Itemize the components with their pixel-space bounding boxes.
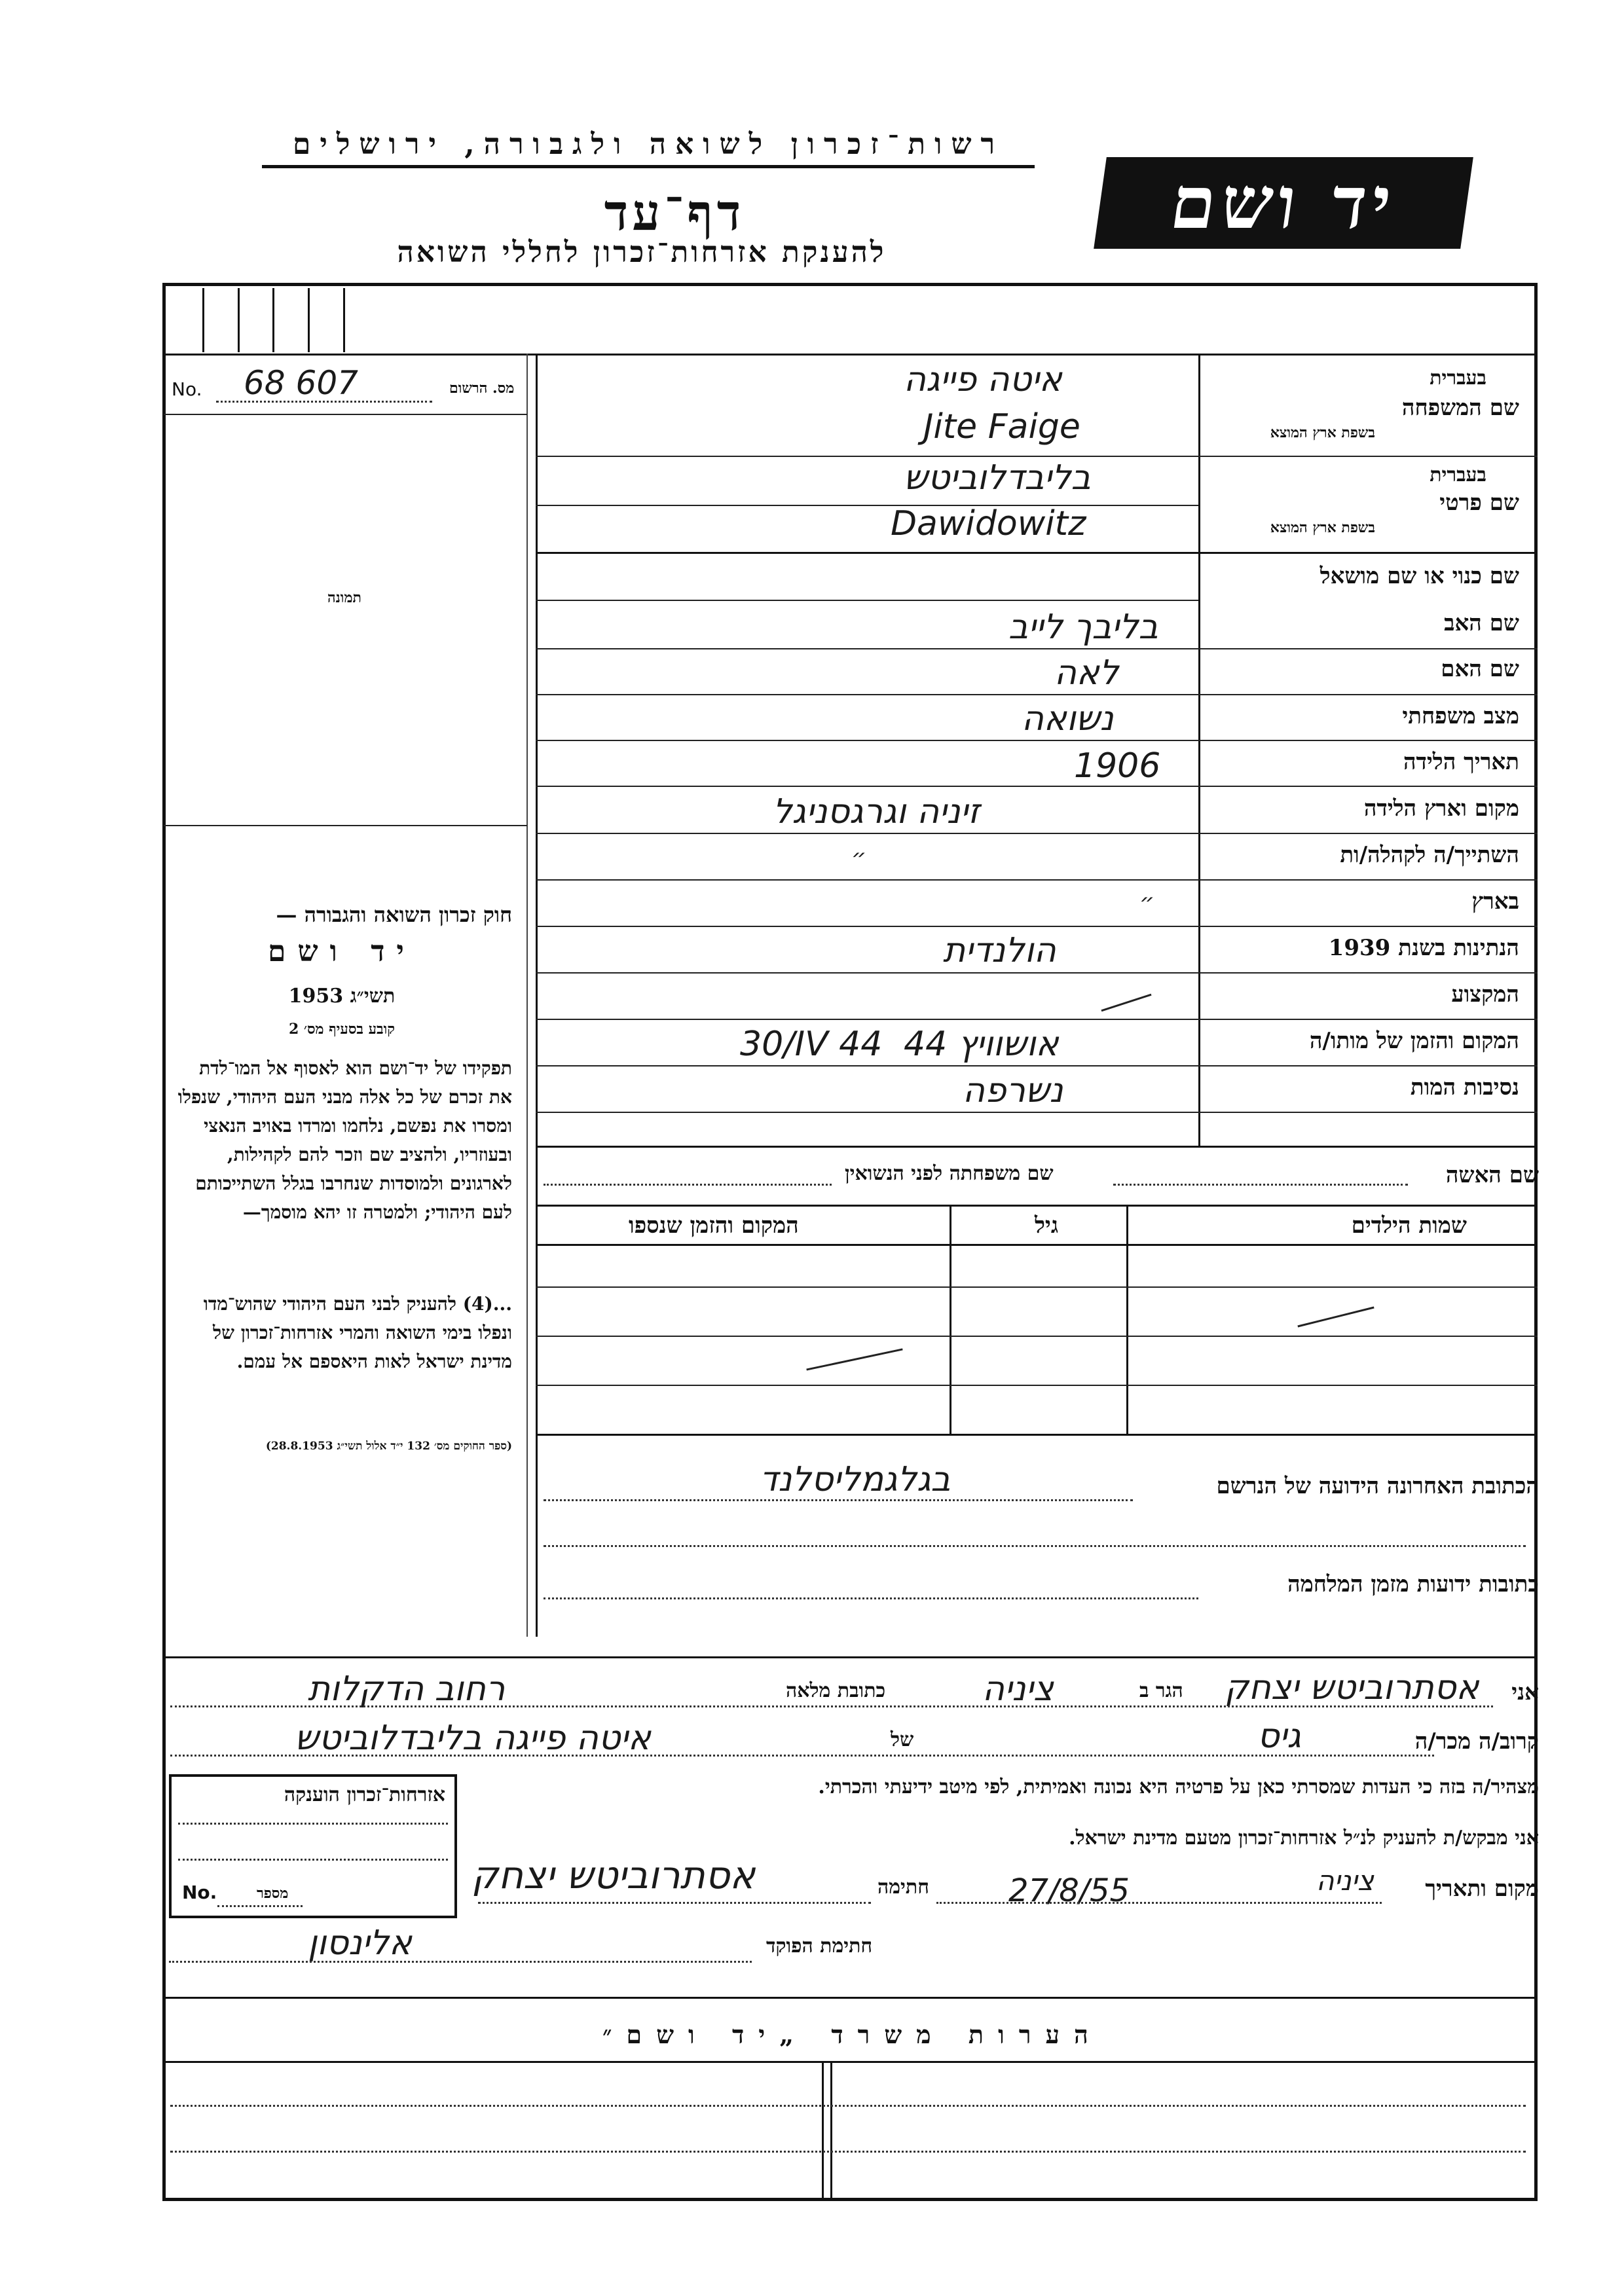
community-value: ״ [851, 845, 867, 871]
resides-value: ציניה [982, 1669, 1054, 1709]
place-value: ציניה [1316, 1865, 1374, 1897]
law-text-main: תפקידו של יד־ושם הוא לאסוף אל המו־לדת את זכרם של כל אלה מבני העם היהודי, שנפלו ומסרו את נפשם, נלחמו ומרדו באויב הנאצי ובעוזריו, ולהציב שם וזכר להם לקהילות, לארגונים ולמוסדות שנחרבו בגלל השתייכותם לעם היהודי; ולמטרה זו יהא מוסמך— [177, 1057, 512, 1223]
family-name-hebrew-value: איטה פייגה [904, 360, 1062, 399]
relative-line [170, 1755, 1434, 1757]
row-line-7 [536, 833, 1538, 834]
row-line-2b [536, 600, 1198, 601]
place-date-label: מקום ותאריך [1425, 1876, 1539, 1902]
birth-date-value: 1906 [1074, 746, 1161, 786]
death-circ-label: נסיבות המות [1410, 1074, 1519, 1101]
remarks-title: הערות משרד „יד ושם״ [602, 2020, 1103, 2049]
stamp-no-line [217, 1905, 303, 1907]
children-header-line [536, 1244, 1538, 1246]
row-line-14 [536, 1146, 1538, 1148]
law-name: יד ושם [268, 935, 416, 968]
registration-no-heb-label: מס. הרשום [449, 380, 515, 397]
death-circ-value: נשרפה [963, 1071, 1063, 1110]
address-value: רחוב הדקלות [308, 1669, 506, 1709]
father-value: בליבך לייב [1008, 608, 1158, 647]
children-col-divider-1 [1126, 1205, 1128, 1434]
stamp-line-2 [178, 1859, 448, 1861]
declarant-label: אני [1511, 1679, 1539, 1705]
first-name-hebrew-label: בעברית [1430, 464, 1486, 486]
law-text-clause: ...(4) להעניק לבני העם היהודי שהוש־מדו ונפלו בימי השואה והמרי אזרחות־זכרון של מדינת ישראל לאות היאספם אל עמם. [203, 1293, 512, 1372]
children-place-header: המקום והזמן שנספו [629, 1212, 799, 1239]
children-names-header: שמות הילדים [1351, 1212, 1467, 1239]
children-top-line [536, 1205, 1538, 1207]
row-line-8 [536, 879, 1538, 881]
relative-label: קרוב/ה מכר/ה [1414, 1728, 1539, 1755]
birth-place-label: מקום וארץ הלידה [1363, 795, 1519, 822]
declarant-line [170, 1705, 1493, 1707]
death-date-value: 30/IV 44 [740, 1025, 883, 1064]
father-label: שם האב [1444, 610, 1519, 636]
country-value: ״ [1139, 889, 1155, 916]
of-value: איטה פייגה בליבדלוביטש [295, 1719, 651, 1758]
declaration-request: אני מבקש/ת להעניק לנ״ל אזרחות־זכרון מטעם מדינת ישראל. [1069, 1827, 1539, 1850]
mother-label: שם האם [1441, 656, 1519, 682]
children-col-divider-2 [950, 1205, 951, 1434]
community-label: השתייך/ה לקהלה/ות [1340, 842, 1519, 868]
officer-value: אלינסון [308, 1923, 412, 1963]
children-row-2 [536, 1336, 1538, 1337]
row-line-12 [536, 1065, 1538, 1066]
remarks-header-line [162, 2061, 1538, 2063]
wife-label: שם האשה [1445, 1162, 1539, 1188]
family-name-label: שם המשפחה [1401, 395, 1519, 421]
row-line-4 [536, 694, 1538, 695]
law-year: תשי״ג 1953 [288, 985, 396, 1008]
children-row-1 [536, 1286, 1538, 1288]
relative-value: גיס [1257, 1717, 1301, 1756]
declaration-top-line [162, 1656, 1538, 1658]
family-name-origin-label: בשפת ארץ המוצא [1270, 424, 1375, 441]
row-line-6 [536, 786, 1538, 787]
last-address-value: בגלגמליסלנד [760, 1460, 951, 1499]
children-row-3 [536, 1385, 1538, 1386]
remarks-top-line [162, 1997, 1538, 1999]
last-address-line-2 [544, 1545, 1526, 1547]
registration-no-line [216, 401, 432, 403]
first-name-hebrew-value: בליבדלוביטש [904, 458, 1091, 498]
form-title: דף־עד [604, 183, 745, 242]
label-column-divider [1198, 354, 1200, 1146]
row-line-2 [536, 552, 1538, 554]
children-age-header: גיל [1035, 1212, 1059, 1239]
family-name-hebrew-label: בעברית [1430, 367, 1486, 390]
remarks-line-2 [170, 2151, 1526, 2153]
wife-maiden-line [544, 1184, 832, 1186]
wife-line [1113, 1184, 1408, 1186]
first-name-label: שם פרטי [1439, 490, 1519, 516]
last-address-line [544, 1499, 1133, 1501]
death-place-label: המקום והזמן של מותו/ה [1309, 1028, 1519, 1054]
stamp-no-label: No. [182, 1882, 217, 1903]
marital-label: מצב משפחתי [1402, 703, 1519, 729]
remarks-col-divider-a [822, 2062, 824, 2200]
war-address-line [544, 1597, 1198, 1599]
signature-line [478, 1902, 871, 1904]
registration-divider [164, 414, 527, 415]
family-name-latin-value: Jite Faige [923, 407, 1080, 446]
birth-date-label: תאריך הלידה [1403, 749, 1519, 775]
country-label: בארץ [1471, 888, 1519, 915]
row-line-3 [536, 648, 1538, 649]
photo-label: תמונה [327, 589, 361, 606]
row-line-9 [536, 926, 1538, 927]
profession-label: המקצוע [1451, 981, 1519, 1008]
marital-value: נשואה [1022, 699, 1114, 738]
header-organization: רשות־זכרון לשואה ולגבורה, ירושלים [262, 128, 1035, 168]
row-line-10 [536, 972, 1538, 974]
officer-line [169, 1961, 752, 1963]
of-label: של [891, 1728, 914, 1751]
row-line-1 [536, 456, 1538, 457]
registration-no-value: 68 607 [244, 364, 358, 402]
mother-value: לאה [1054, 653, 1119, 693]
place-date-line [936, 1902, 1382, 1904]
row-line-11 [536, 1019, 1538, 1020]
nickname-label: שם כנוי או שם מושאל [1320, 563, 1519, 589]
first-name-origin-label: בשפת ארץ המוצא [1270, 519, 1375, 536]
stamp-line-1 [178, 1823, 448, 1825]
citizenship-label: הנתינות בשנת 1939 [1328, 935, 1519, 961]
top-strip-divider [162, 354, 1538, 355]
row-line-13 [536, 1112, 1538, 1113]
registration-no-label: No. [172, 378, 202, 400]
declarant-value: אסתרוביטש יצחק [1225, 1668, 1479, 1707]
stamp-no-heb: מספר [257, 1885, 289, 1902]
row-line-1b [536, 505, 1198, 506]
row-line-5 [536, 740, 1538, 741]
children-bottom-line [536, 1434, 1538, 1436]
signature-label: חתימה [877, 1876, 929, 1899]
address-label: כתובת מלאה [786, 1679, 886, 1702]
first-name-latin-value: Dawidowitz [891, 504, 1086, 543]
resides-label: הגר ב [1139, 1679, 1183, 1702]
birth-place-value: זיניה וגרגסניגל [773, 792, 980, 831]
citizenship-value: הולנדית [943, 931, 1056, 970]
law-title: חוק זכרון השואה והגבורה — [276, 902, 512, 927]
code-boxes [169, 288, 378, 352]
law-reference: (ספר החוקים מס׳ 132 י״ד אלול תשי״ג 28.8.1953) [265, 1440, 512, 1453]
death-place-value: אושוויץ 44 [904, 1025, 1059, 1064]
stamp-title: אזרחות־זכרון הוענקה [284, 1783, 445, 1806]
declaration-statement: מצהיר/ה בזה כי העדות שמסרתי כאן על פרטיה היא נכונה ואמיתית, לפי מיטב ידיעתי והכרתי. [818, 1776, 1539, 1798]
yad-vashem-logo: יד ושם [1094, 157, 1473, 249]
remarks-line-1 [170, 2105, 1526, 2107]
signature-value: אסתרוביטש יצחק [471, 1853, 756, 1897]
remarks-col-divider-b [830, 2062, 832, 2200]
wife-maiden-label: שם משפחתה לפני הנשואין [845, 1162, 1054, 1185]
war-address-label: כתובות ידועות מזמן המלחמה [1287, 1571, 1539, 1597]
date-value: 27/8/55 [1008, 1872, 1130, 1909]
last-address-label: הכתובת האחרונה הידועה של הנרשם [1216, 1473, 1539, 1499]
officer-label: חתימת הפוקד [766, 1935, 873, 1958]
law-section: קובע בסעיף מס׳ 2 [288, 1021, 396, 1038]
form-subtitle: להענקת אזרחות־זכרון לחללי השואה [397, 236, 887, 269]
photo-divider [164, 825, 527, 826]
left-column-divider-inner [526, 354, 528, 1637]
citizenship-granted-box [169, 1774, 457, 1918]
left-column-divider [536, 354, 538, 1637]
